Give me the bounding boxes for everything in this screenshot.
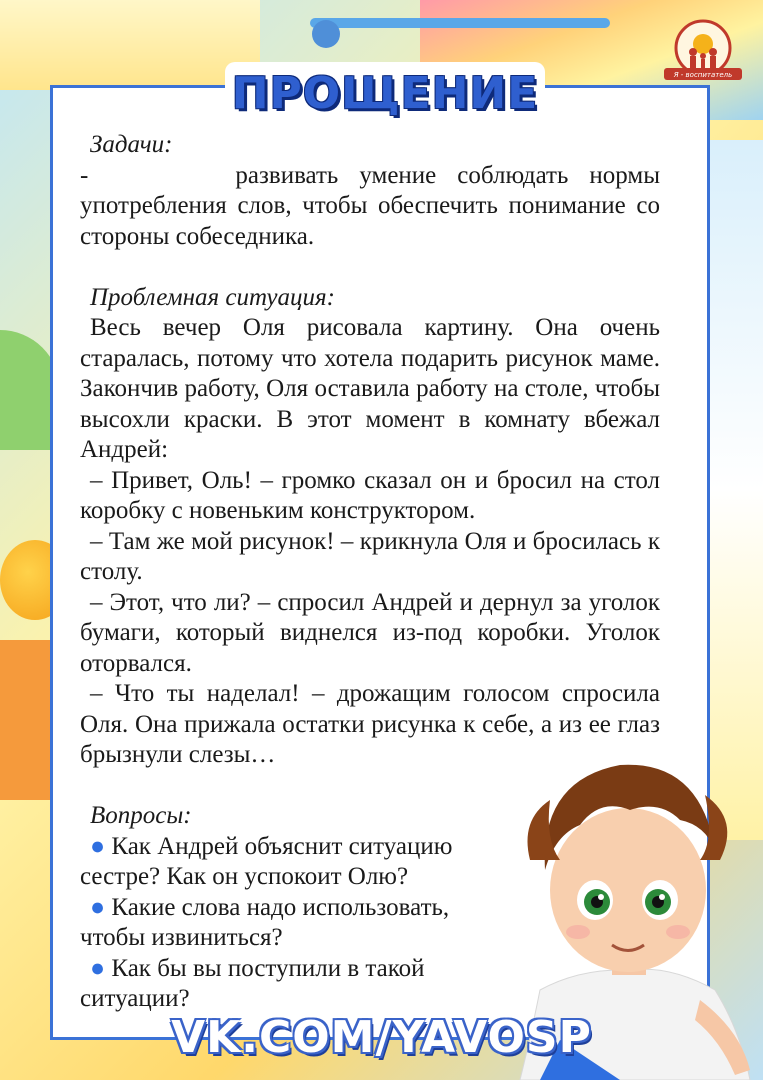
question-item: ● Как Андрей объяснит ситуацию сестре? Как он успокоит Олю? — [80, 832, 453, 890]
question-item: ● Какие слова надо использовать, чтобы извиниться? — [80, 893, 450, 951]
pin-bar — [310, 18, 610, 28]
situation-paragraph: – Этот, что ли? – спросил Андрей и дернул за уголок бумаги, который виднелся из-под коробки. Уголок оторвался. — [80, 588, 660, 677]
page-title: ПРОЩЕНИЕ — [231, 68, 539, 119]
pin-icon — [312, 20, 340, 48]
situation-label: Проблемная ситуация: — [90, 283, 335, 311]
tasks-text: - развивать умение соблюдать нормы употребления слов, чтобы обеспечить понимание со стороны собеседника. — [80, 161, 660, 250]
bullet-icon: ● — [90, 893, 106, 921]
situation-paragraph: – Привет, Оль! – громко сказал он и бросил на стол коробку с новеньким конструктором. — [80, 466, 660, 524]
bullet-icon: ● — [90, 832, 106, 860]
background-decoration — [0, 0, 260, 90]
title-banner — [225, 62, 545, 124]
situation-paragraph: Весь вечер Оля рисовала картину. Она очень старалась, потому что хотела подарить рисунок маме. Закончив работу, Оля оставила работу на столе, чтобы высохли краски. В этот момент в комнату вбежал Андрей: — [80, 314, 660, 463]
footer-link[interactable]: VK.COM/YAVOSP — [171, 1012, 592, 1063]
questions-label: Вопросы: — [90, 802, 192, 829]
bullet-icon: ● — [90, 954, 106, 982]
situation-paragraph: – Что ты наделал! – дрожащим голосом спросила Оля. Она прижала остатки рисунка к себе, а из ее глаз брызнули слезы… — [80, 680, 660, 768]
svg-text:Я - воспитатель: Я - воспитатель — [673, 71, 733, 79]
question-item: ● Как бы вы поступили в такой ситуации? — [80, 954, 425, 1012]
situation-paragraph: – Там же мой рисунок! – крикнула Оля и бросилась к столу. — [80, 527, 660, 585]
logo-icon — [660, 18, 746, 84]
tasks-label: Задачи: — [90, 131, 173, 158]
background-window — [708, 140, 763, 840]
